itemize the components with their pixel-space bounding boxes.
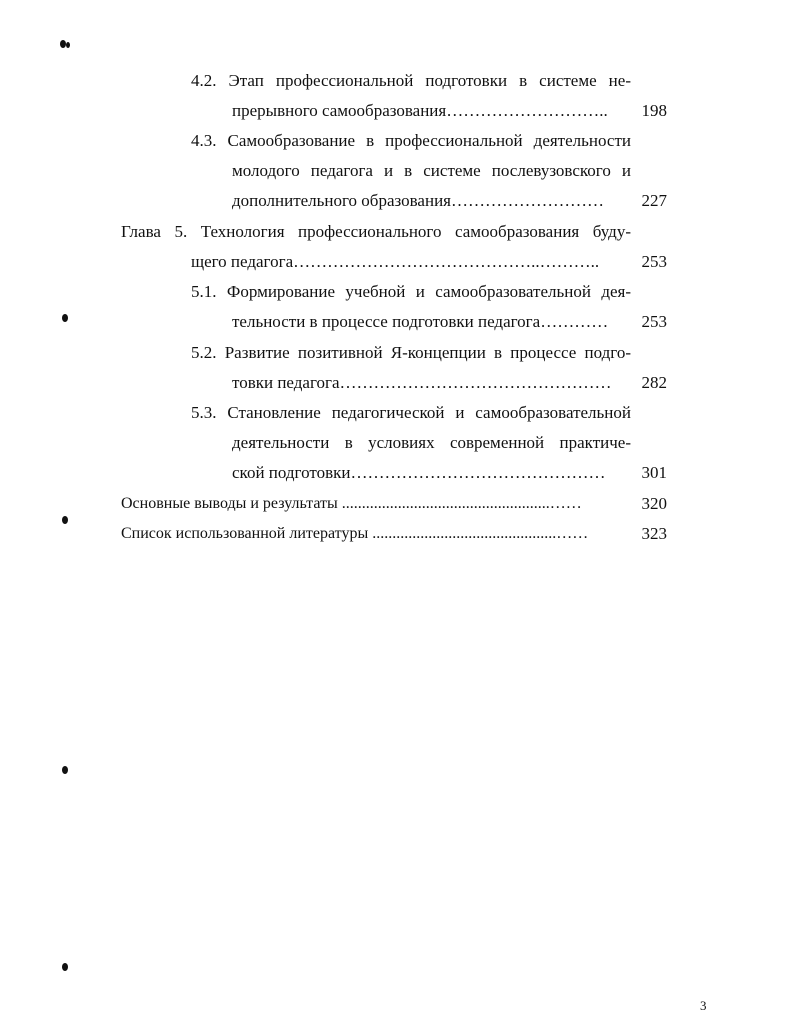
toc-entry-5-3-page: 301 [641,463,667,482]
toc-entry-5-3-line1: 5.3. Становление педагогической и самообразовательной [191,403,631,422]
toc-chapter-5-line1: Глава 5. Технология профессионального самообразования буду- [121,222,631,241]
toc-entry-5-1-line1: 5.1. Формирование учебной и самообразовательной дея- [191,282,631,301]
toc-chapter-5-page: 253 [641,252,667,271]
toc-entry-4-2-page: 198 [641,101,667,120]
toc-entry-4-2-line2: прерывного самообразования……………………….. [232,101,608,120]
toc-entry-5-3-line2: деятельности в условиях современной практиче- [232,433,631,452]
toc-entry-5-2-line2: товки педагога………………………………………… [232,373,612,392]
scan-mark-dot [62,314,68,322]
toc-entry-5-1-page: 253 [641,312,667,331]
scan-mark-dot [62,766,68,774]
toc-entry-4-2-line1: 4.2. Этап профессиональной подготовки в системе не- [191,71,631,90]
toc-conclusions-page: 320 [641,494,667,513]
toc-references-page: 323 [641,524,667,543]
scan-mark-dot [62,516,68,524]
toc-chapter-5-line2: щего педагога……………………………………..……….. [191,252,600,271]
toc-entry-4-3-line3: дополнительного образования……………………… [232,191,604,210]
toc-entry-5-2-line1: 5.2. Развитие позитивной Я-концепции в процессе подго- [191,343,631,362]
toc-entry-5-2-page: 282 [641,373,667,392]
toc-entry-5-3-line3: ской подготовки……………………………………… [232,463,606,482]
toc-entry-4-3-line2: молодого педагога и в системе послевузовского и [232,161,631,180]
toc-references-title: Список использованной литературы ..............................................…… [121,525,589,542]
toc-conclusions-title: Основные выводы и результаты ....................................................…… [121,495,582,512]
page-number: 3 [700,998,707,1013]
scan-mark-dot [62,963,68,971]
toc-entry-4-3-line1: 4.3. Самообразование в профессиональной деятельности [191,131,631,150]
toc-entry-5-1-line2: тельности в процессе подготовки педагога………… [232,312,609,331]
scan-mark-dot [66,42,70,48]
toc-entry-4-3-page: 227 [641,191,667,210]
